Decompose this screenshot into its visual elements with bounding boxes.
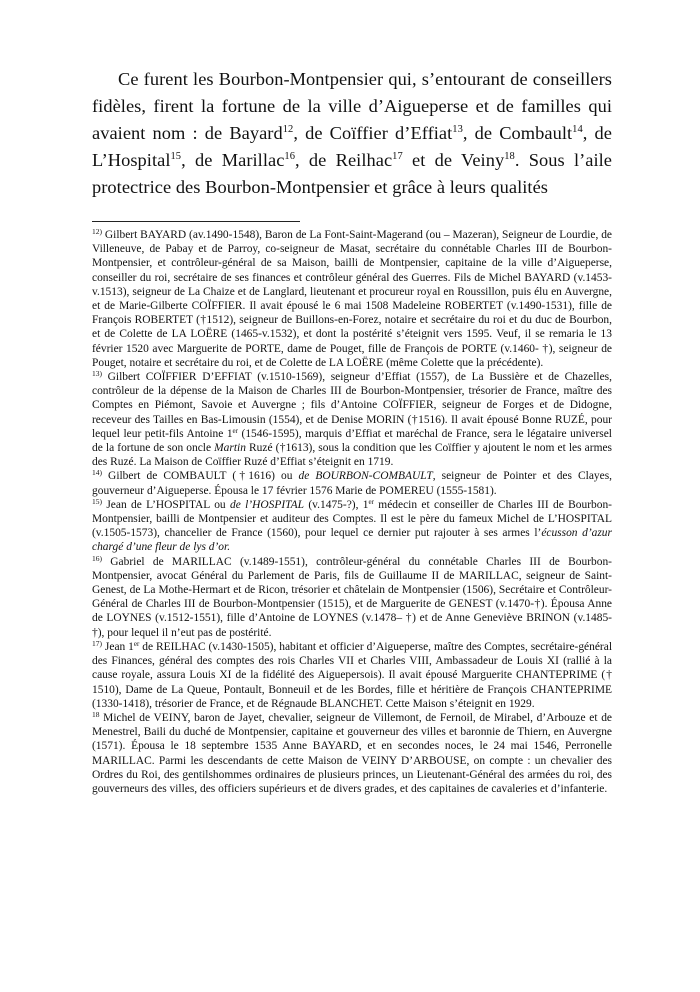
footnote-text: médecin et conseiller de Charles III de Bourbon-Montpensier, bailli de Montpensier et auditeur des Comptes. Il est le père du fameux Michel de L’HOSPITAL (v.1505-1573), chancelier de France (1560), pour lequel ce dernier put rajouter à ses armes l’: [92, 498, 612, 540]
body-text: . Sous l’aile protectrice des Bourbon-Montpensier et grâce à leurs qualités: [92, 150, 613, 197]
footnote-text: Gilbert COÏFFIER D’EFFIAT (v.1510-1569), seigneur d’Effiat (1557), de La Bussière et de Chazelles, contrôleur de la dépense de la Maison de Charles III de Bourbon-Montpensier, trésorier de France, maître des Comptes en Piémont, Savoie et Auvergne ; fils d’Antoine COÏFFIER, seigneur de Forges et de Didogne, receveur des Tailles en Bas-Limousin (1554), et de Denise MORIN (†1516). Il avait épousé Bonne RUZÉ, pour lequel leur petit-fils Antoine 1: [92, 371, 612, 440]
footnote-text: Gilbert BAYARD (av.1490-1548), Baron de La Font-Saint-Magerand (ou – Mazeran), Seigneur de Lourdie, de Villeneuve, de Pabay et de Parroy, co-seigneur de Masat, secrétaire du connétable Charles III de Bourbon-Montpensier, et contrôleur-général de sa Maison, bailli de Montpensier, capitaine de la ville d’Aigueperse, conseiller du roi, secrétaire de ses finances et contrôleur général des Guerres. Fils de Michel BAYARD (v.1453-v.1513), seigneur de La Chaize et de Langlard, lieutenant et procureur royal en Roussillon, puis élu en Auvergne, et de Marie-Gilberte COÏFFIER. Il avait épousé le 6 mai 1508 Madeleine ROBERTET (v.1490-1531), fille de François ROBERTET (†1512), seigneur de Buillons-en-Forez, notaire et secrétaire du roi et du duc de Bourbon, et de Colette de LA LOËRE (1465-v.1532), et dont la postérité s’éteignit vers 1595. Veuf, il se remaria le 13 février 1520 avec Marguerite de PORTE, dame de Pouget, fille de François de PORTE (v.1460- †), seigneur de Pouget, notaire et secrétaire du roi, et de Colette de LA LOËRE (même Colette que la précédente).: [92, 229, 612, 369]
footnote-marker: 14): [92, 468, 102, 478]
footnotes: [92, 228, 612, 796]
page: [92, 66, 612, 796]
ordinal-superscript: er: [133, 639, 140, 648]
body-text: et de Veiny: [402, 150, 505, 170]
ordinal-superscript: er: [232, 426, 238, 435]
footnote-text: Jean 1: [102, 640, 134, 653]
footnote-italic: écusson d’azur chargé d’une fleur de lys d’or.: [92, 527, 612, 554]
footnote-text: Gilbert de COMBAULT (†1616) ou: [102, 470, 299, 483]
body-text: Ce furent les Bourbon-Montpensier qui, s’entourant de conseillers fidèles, firent la fortune de la ville d’Aigueperse et de familles qui avaient nom : de Bayard: [92, 69, 612, 143]
footnote-marker: 16): [92, 553, 102, 563]
footnote-text: Gabriel de MARILLAC (v.1489-1551), contrôleur-général du connétable Charles III de Bourbon-Montpensier, avocat Général du Parlement de Paris, fils de Guillaume II de MARILLAC, seigneur de Saint-Genest, de La Mothe-Hermart et de Ricon, trésorier et châtelain de Montpensier (1506), Secrétaire et Contrôleur-Général de Charles III de Bourbon-Montpensier (1515), et de Marguerite de GENEST (v.1470-†). Épousa Anne de LOYNES (v.1512-1551), fille d’Antoine de LOYNES (v.1478– †) et de Anne Geneviève BRINON (v.1485-†), pour lequel il n’eut pas de postérité.: [92, 555, 612, 639]
footnote-marker: 15): [92, 496, 102, 506]
footnote-17: [92, 640, 612, 711]
footnote-ref-13[interactable]: 13: [452, 124, 463, 135]
footnote-14: [92, 469, 612, 497]
body-text: , de Marillac: [181, 150, 285, 170]
footnote-text: Ruzé (†1613), sous la condition que les Coïffier y ajoutent le nom et les armes des Ruzé. La Maison de Coïffier Ruzé d’Effiat s’éteignit en 1719.: [92, 442, 612, 469]
body-text: , de Combault: [462, 123, 573, 143]
footnote-text: , seigneur de Pointer et des Clayes, gouverneur d’Aigueperse. Épousa le 17 février 1576 Marie de POMEREU (1555-1581).: [92, 470, 613, 497]
footnote-ref-16[interactable]: 16: [284, 151, 296, 162]
ordinal-superscript: er: [368, 497, 374, 506]
footnote-marker: 13): [92, 369, 102, 379]
footnote-text: Michel de VEINY, baron de Jayet, chevalier, seigneur de Villemont, de Fernoil, de Mirabel, d’Arbouze et de Menestrel, Baili du duché de Montpensier, capitaine et gouverneur des villes et baronnie de Thiern, en Auvergne (1571). Épousa le 18 septembre 1535 Anne BAYARD, et en secondes noces, le 24 mai 1546, Perronelle MARILLAC. Parmi les descendants de cette Maison de VEINY D’ARBOUSE, on compte : un chevalier des Ordres du Roi, des gentilshommes ordinaires de plusieurs princes, un Lieutenant-Général des armées du roi, des gouverneurs des villes, des officiers supérieurs et de divers grades, et des capitaines de cavaleries et d’infanterie.: [92, 711, 612, 795]
footnote-divider: [92, 221, 300, 222]
footnote-ref-15[interactable]: 15: [170, 151, 182, 162]
body-paragraph: [92, 66, 612, 201]
footnote-marker: 17): [92, 638, 102, 648]
footnote-ref-18[interactable]: 18: [504, 151, 515, 162]
footnote-text: de REILHAC (v.1430-1505), habitant et officier d’Aigueperse, maître des Comptes, secrétaire-général des Finances, général des comptes des rois Charles VII et Charles VIII, Ambassadeur de Louis XI (rallié à la cause royale, assura Louis XI de la fidélité des Aiguepersois). Il avait épousé Marguerite CHANTEPRIME († 1510), Dame de La Queue, Pontault, Bonneuil et de les Bordes, fille et héritière de François CHANTEPRIME (1330-1418), trésorier de France, et de Régnaude BLANCHET. Cette Maison s’éteignit en 1929.: [92, 640, 612, 710]
footnote-marker: 18: [92, 709, 100, 719]
footnote-text: (v.1475-?), 1: [304, 498, 369, 511]
footnote-16: [92, 555, 612, 640]
footnote-12: [92, 228, 612, 370]
footnote-italic: Martin: [214, 442, 246, 455]
footnote-marker: 12): [92, 227, 102, 236]
footnote-ref-12[interactable]: 12: [282, 124, 294, 135]
body-text: , de Reilhac: [295, 150, 393, 170]
footnote-ref-17[interactable]: 17: [392, 151, 403, 162]
footnote-18: [92, 711, 612, 796]
footnote-italic: de l’HOSPITAL: [229, 498, 305, 511]
footnote-13: [92, 370, 612, 469]
footnote-italic: de BOURBON-COMBAULT: [298, 470, 433, 483]
footnote-15: [92, 498, 612, 555]
footnote-text: (1546-1595), marquis d’Effiat et maréchal de France, sera le légataire universel de la fortune de son oncle: [92, 427, 612, 455]
footnote-ref-14[interactable]: 14: [572, 124, 583, 135]
body-text: , de L’Hospital: [92, 123, 612, 170]
body-text: , de Coïffier d’Effiat: [293, 123, 453, 143]
footnote-text: Jean de L’HOSPITAL ou: [102, 498, 230, 511]
